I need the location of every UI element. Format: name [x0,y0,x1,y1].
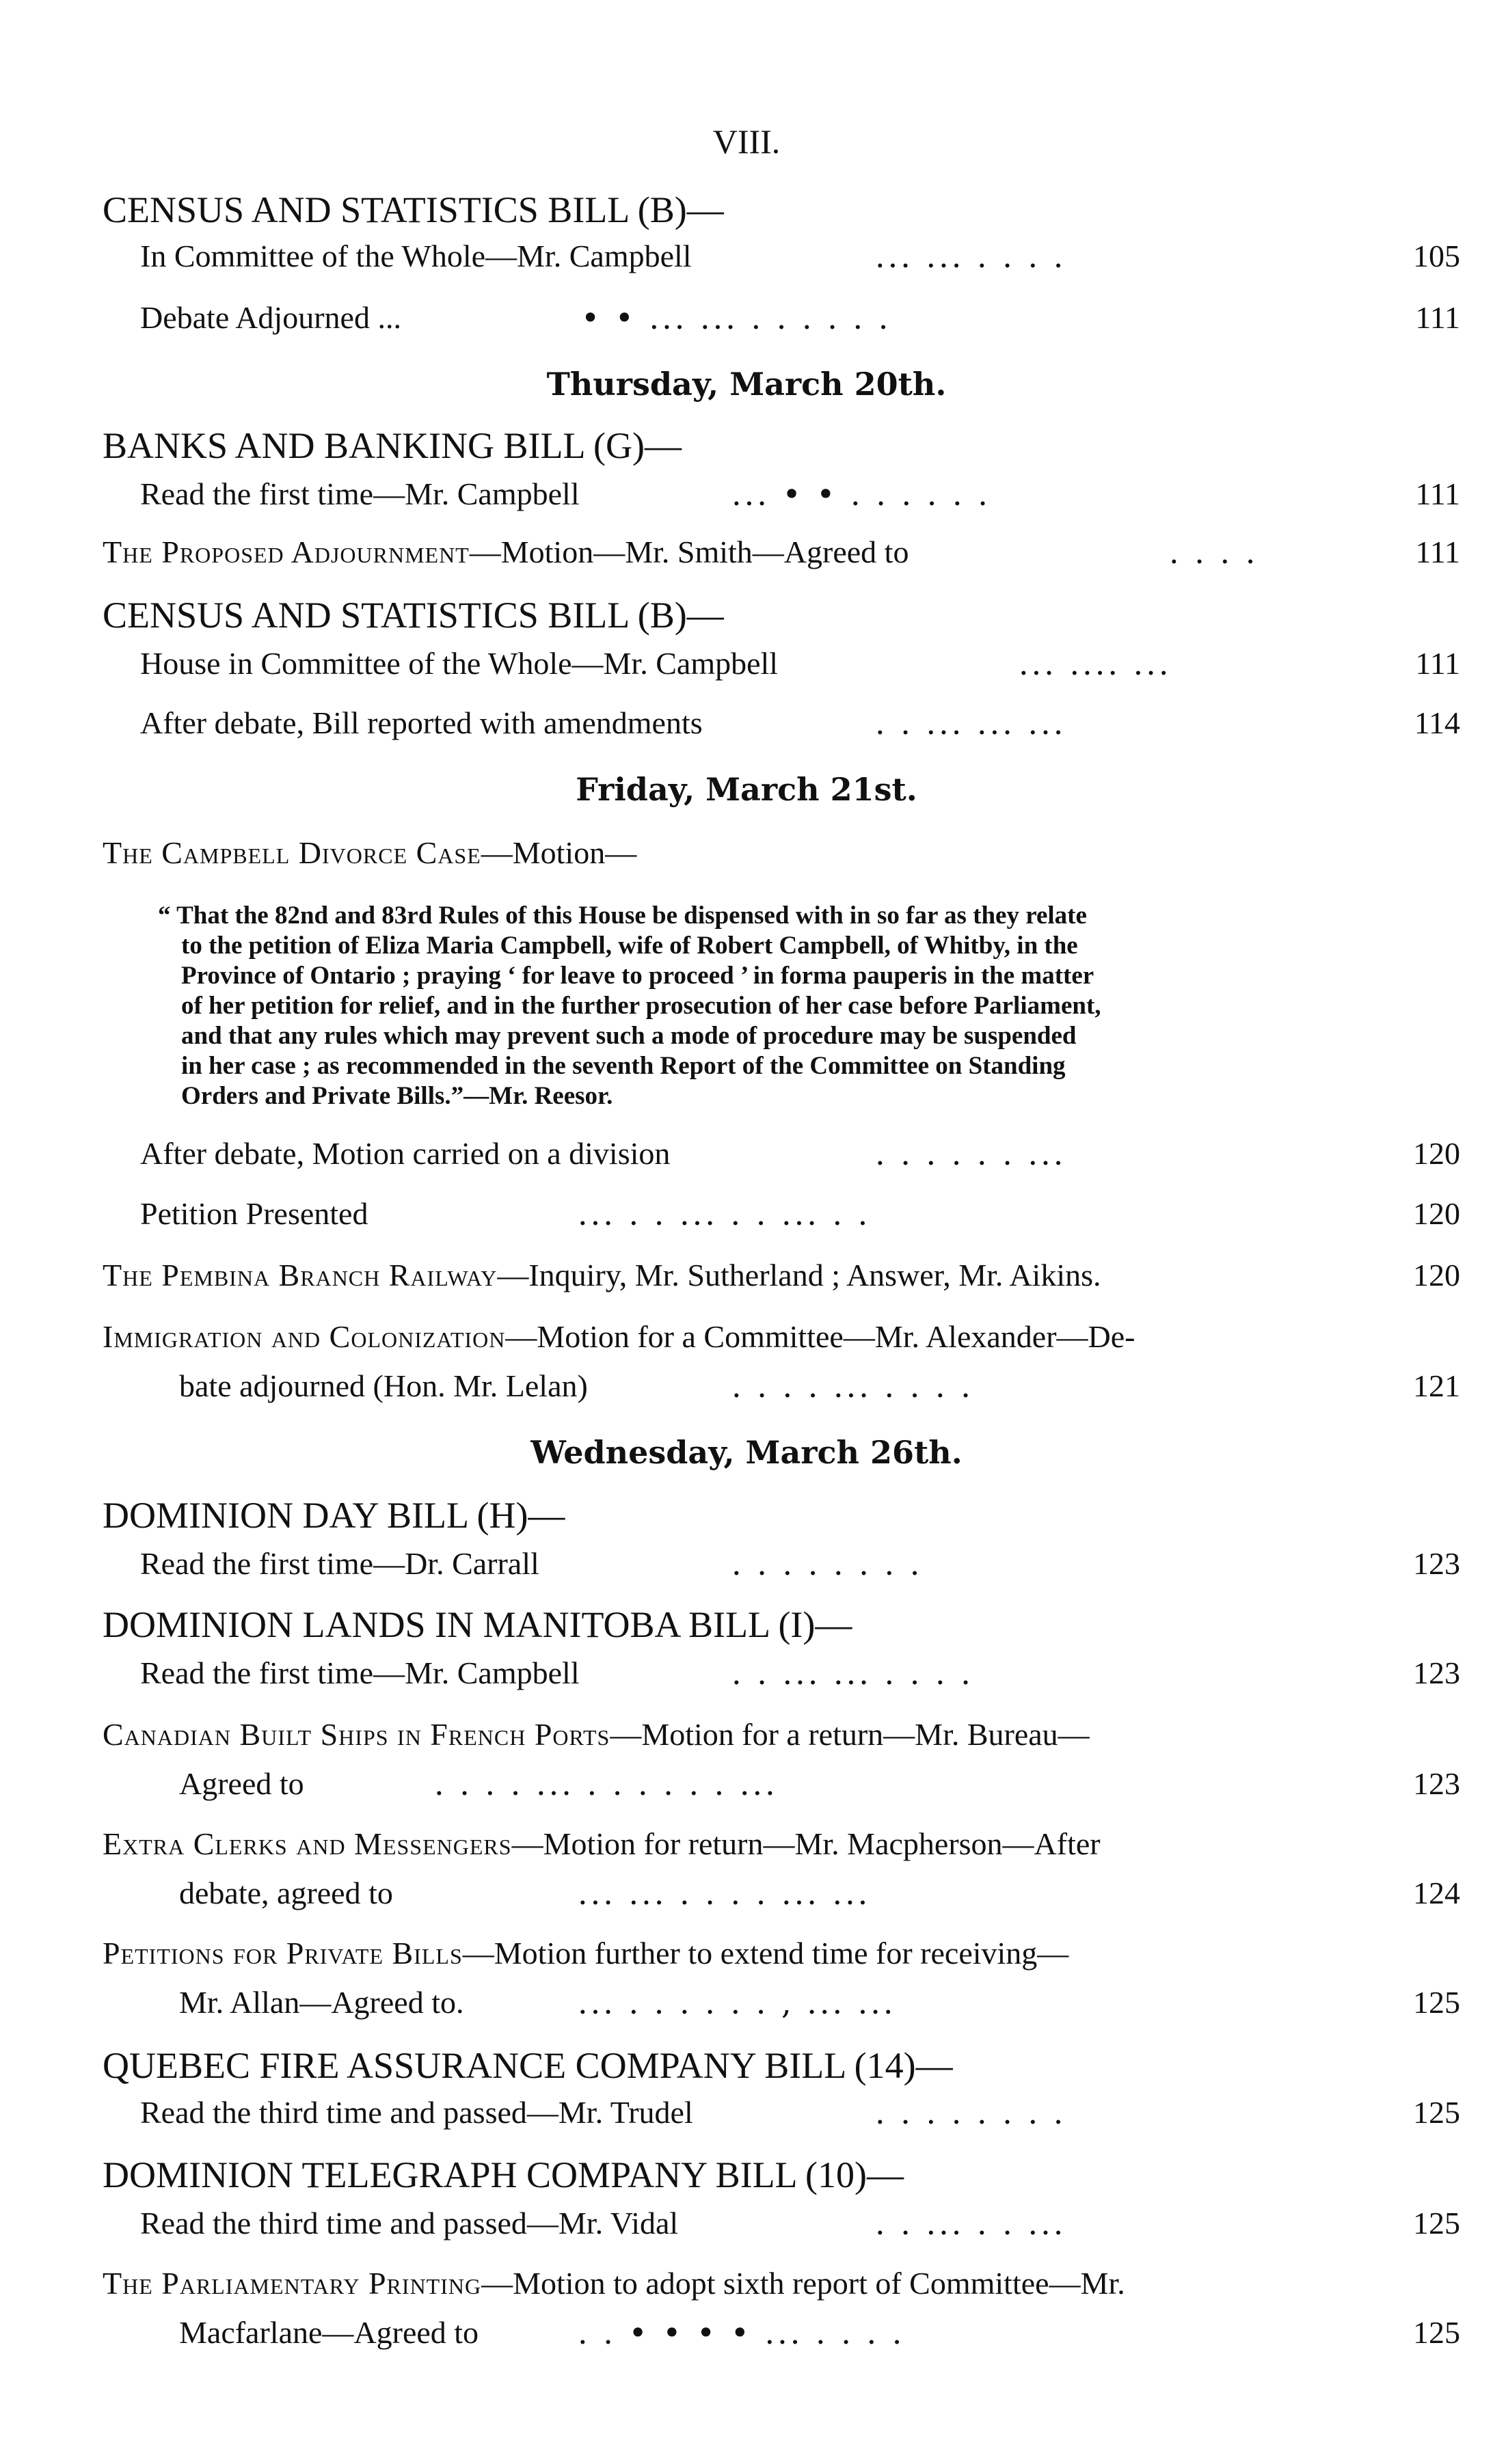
entry-title [103,1828,1101,1860]
page-ref: 111 [1415,534,1460,569]
entry-line: debate, agreed to [179,1876,393,1910]
date-heading: Friday, March 21st. [576,771,917,808]
page-ref: 105 [1413,239,1460,273]
entry-title: DOMINION DAY BILL (H)— [103,1495,565,1536]
page-number: VIII. [712,122,781,161]
motion-quote [140,901,1357,1111]
entry-title: CENSUS AND STATISTICS BILL (B)— [103,595,724,636]
entry-title-smallcaps: Immigration and Colonization [103,1319,506,1354]
page-ref: 123 [1413,1546,1460,1581]
leader-dots: ... ... . . . . [875,238,1066,275]
page-ref: 125 [1413,1985,1460,2020]
leader-dots: . . . . [1169,534,1259,571]
leader-dots: . . . . ... . . . . [731,1368,973,1405]
leader-dots: ... • • . . . . . . [731,476,991,513]
entry-line: Read the first time—Dr. Carrall [140,1546,539,1581]
entry-line: House in Committee of the Whole—Mr. Campbell [140,646,779,681]
entry-title-rest: —Motion— [481,835,637,870]
entry-title: QUEBEC FIRE ASSURANCE COMPANY BILL (14)— [103,2045,953,2086]
page-ref: 120 [1413,1136,1460,1171]
entry-line: Petition Presented [140,1196,368,1231]
entry-title-rest: —Motion for a Committee—Mr. Alexander—De- [505,1319,1135,1354]
quote-line: and that any rules which may prevent such a mode of procedure may be suspended [181,1022,1077,1050]
page-ref: 111 [1415,476,1460,511]
quote-line: in her case ; as recommended in the seventh Report of the Committee on Standing [181,1052,1066,1080]
page-ref: 120 [1413,1258,1460,1292]
leader-dots: ... . . . . . . , ... ... [578,1984,896,2021]
entry-line: Debate Adjourned ... [140,300,401,335]
entry-line: Agreed to [179,1766,304,1801]
entry-line: Read the third time and passed—Mr. Vidal [140,2206,679,2240]
entry-line: Read the third time and passed—Mr. Trudel [140,2095,693,2130]
leader-dots: . . . . . . . . [731,1545,923,1582]
page-ref: 111 [1415,300,1460,335]
quote-line: of her petition for relief, and in the further prosecution of her case before Parliament, [181,992,1101,1020]
entry-line: After debate, Bill reported with amendments [140,705,703,740]
quote-line: Province of Ontario ; praying ‘ for leave to proceed ’ in forma pauperis in the matter [181,962,1094,990]
entry-title: BANKS AND BANKING BILL (G)— [103,425,682,466]
quote-line: to the petition of Eliza Maria Campbell, wife of Robert Campbell, of Whitby, in the [181,932,1078,960]
quote-line: “ That the 82nd and 83rd Rules of this House be dispensed with in so far as they relate [158,902,1087,930]
leader-dots: . . . . ... . . . . . . ... [434,1765,778,1802]
page-ref: 125 [1413,2315,1460,2350]
page-ref: 121 [1413,1368,1460,1403]
entry-title: DOMINION TELEGRAPH COMPANY BILL (10)— [103,2154,904,2195]
page-ref: 125 [1413,2095,1460,2130]
entry-title-rest: —Motion to adopt sixth report of Committee—Mr. [481,2266,1125,2301]
leader-dots: . . • • • • ... . . . . [578,2314,905,2351]
leader-dots: . . ... ... ... [875,705,1066,742]
leader-dots: ... .... ... [1019,645,1172,682]
entry-title [103,1938,1068,1969]
leader-dots: ... . . ... . . ... . . [578,1195,871,1232]
entry-line: After debate, Motion carried on a division [140,1136,671,1171]
page-ref: 123 [1413,1655,1460,1690]
entry-title [103,1260,1101,1291]
entry-title [103,1719,1090,1750]
entry-title: DOMINION LANDS IN MANITOBA BILL (I)— [103,1604,852,1645]
entry-title [103,534,909,569]
entry-line: bate adjourned (Hon. Mr. Lelan) [179,1368,588,1403]
page-ref: 114 [1414,705,1460,740]
leader-dots: . . . . . . . . [875,2094,1066,2131]
entry-title-rest: —Motion for return—Mr. Macpherson—After [511,1826,1101,1861]
entry-line: Read the first time—Mr. Campbell [140,1655,580,1690]
entry-title [103,1321,1135,1353]
entry-title-rest: —Motion—Mr. Smith—Agreed to [469,534,909,569]
entry-title-rest: —Inquiry, Mr. Sutherland ; Answer, Mr. Aikins. [497,1258,1101,1292]
entry-title: CENSUS AND STATISTICS BILL (B)— [103,189,724,230]
date-heading: Wednesday, March 26th. [530,1434,963,1471]
page-ref: 124 [1413,1876,1460,1910]
leader-dots: ... ... . . . . ... ... [578,1875,871,1912]
entry-line: Read the first time—Mr. Campbell [140,476,580,511]
entry-title-smallcaps: Canadian Built Ships in French Ports [103,1717,610,1752]
entry-title-smallcaps: The Parliamentary Printing [103,2266,482,2301]
entry-title [103,837,636,869]
leader-dots: . . ... ... . . . . [731,1655,973,1692]
entry-title-smallcaps: Extra Clerks and Messengers [103,1826,512,1861]
page-ref: 120 [1413,1196,1460,1231]
entry-title-smallcaps: The Campbell Divorce Case [103,835,481,870]
leader-dots: • • ... ... . . . . . . [581,299,891,336]
leader-dots: . . ... . . ... [875,2205,1066,2242]
page-ref: 125 [1413,2206,1460,2240]
entry-line: Mr. Allan—Agreed to. [179,1985,464,2020]
leader-dots: . . . . . . ... [875,1135,1066,1172]
entry-title-smallcaps: The Pembina Branch Railway [103,1258,498,1292]
page-ref: 111 [1415,646,1460,681]
entry-title-rest: —Motion for a return—Mr. Bureau— [610,1717,1090,1752]
entry-title-rest: —Motion further to extend time for receiving— [462,1936,1069,1971]
entry-title-smallcaps: The Proposed Adjournment [103,534,470,569]
quote-line: Orders and Private Bills.”—Mr. Reesor. [181,1082,613,1110]
entry-line: Macfarlane—Agreed to [179,2315,479,2350]
date-heading: Thursday, March 20th. [546,366,947,403]
entry-title [103,2268,1125,2299]
entry-title-smallcaps: Petitions for Private Bills [103,1936,463,1971]
entry-line: In Committee of the Whole—Mr. Campbell [140,239,692,273]
page-ref: 123 [1413,1766,1460,1801]
